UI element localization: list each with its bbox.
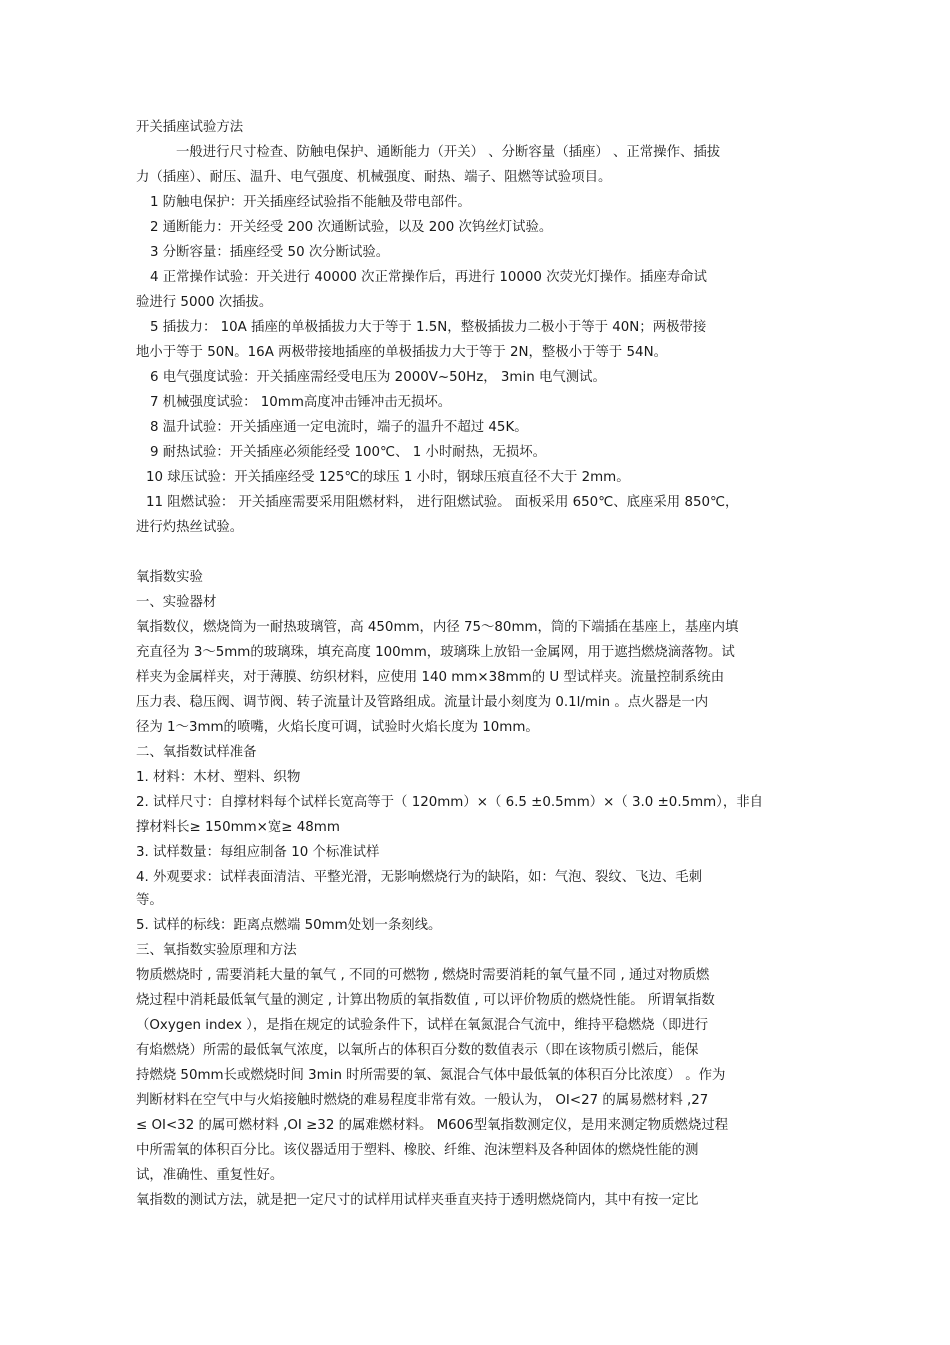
item-1: 1 防触电保护：开关插座经试验指不能触及带电部件。 [150,195,471,210]
heading-equipment: 一、实验器材 [136,595,217,610]
item-5: 5 插拔力： 10A 插座的单极插拔力大于等于 1.5N，整极插拔力二极小于等于 40N；两极带接 [150,320,707,335]
section-title-oxygen-index: 氧指数实验 [136,570,203,585]
item-11: 11 阻燃试验： 开关插座需要采用阻燃材料， 进行阻燃试验。 面板采用 650℃、底座采用 850℃， [146,495,739,510]
p3-line-8: 中所需氧的体积百分比。该仪器适用于塑料、橡胶、纤维、泡沫塑料及各种固体的燃烧性能的测 [136,1143,699,1158]
item-8: 8 温升试验：开关插座通一定电流时，端子的温升不超过 45K。 [150,420,528,435]
p2-line-4: 3. 试样数量：每组应制备 10 个标准试样 [136,845,380,860]
p1-line-5: 径为 1～3mm的喷嘴，火焰长度可调，试验时火焰长度为 10mm。 [136,720,539,735]
intro-line-1: 一般进行尺寸检查、防触电保护、通断能力（开关） 、分断容量（插座） 、正常操作、插拔 [176,145,721,160]
p1-line-4: 压力表、稳压阀、调节阀、转子流量计及管路组成。流量计最小刻度为 0.1l/min 。点火器是一内 [136,695,709,710]
p3-line-10: 氧指数的测试方法，就是把一定尺寸的试样用试样夹垂直夹持于透明燃烧筒内，其中有按一定比 [136,1193,699,1208]
item-9: 9 耐热试验：开关插座必须能经受 100℃、 1 小时耐热，无损坏。 [150,445,547,460]
p1-line-1: 氧指数仪，燃烧筒为一耐热玻璃管，高 450mm，内径 75～80mm，筒的下端插在基座上，基座内填 [136,620,739,635]
item-5-cont: 地小于等于 50N。16A 两极带接地插座的单极插拔力大于等于 2N，整极小于等于 54N。 [136,345,667,360]
heading-sample-prep: 二、氧指数试样准备 [136,745,257,760]
p2-line-1: 1. 材料：木材、塑料、织物 [136,770,301,785]
p3-line-3: （Oxygen index ），是指在规定的试验条件下，试样在氧氮混合气流中，维持平稳燃烧（即进行 [136,1018,709,1033]
p3-line-9: 试，准确性、重复性好。 [136,1168,284,1183]
p3-line-1: 物质燃烧时 , 需要消耗大量的氧气 , 不同的可燃物 , 燃烧时需要消耗的氧气量不同 , 通过对物质燃 [136,968,710,983]
item-6: 6 电气强度试验：开关插座需经受电压为 2000V~50Hz， 3min 电气测试。 [150,370,606,385]
p3-line-6: 判断材料在空气中与火焰接触时燃烧的难易程度非常有效。一般认为， OI<27 的属易燃材料 ,27 [136,1093,709,1108]
p3-line-5: 持燃烧 50mm长或燃烧时间 3min 时所需要的氧、氮混合气体中最低氧的体积百分比浓度） 。作为 [136,1068,726,1083]
item-7: 7 机械强度试验： 10mm高度冲击锤冲击无损坏。 [150,395,452,410]
item-4-cont: 验进行 5000 次插拔。 [136,295,273,310]
p3-line-4: 有焰燃烧）所需的最低氧气浓度，以氧所占的体积百分数的数值表示（即在该物质引燃后，能保 [136,1043,699,1058]
item-2: 2 通断能力：开关经受 200 次通断试验，以及 200 次钨丝灯试验。 [150,220,553,235]
p3-line-7: ≤ OI<32 的属可燃材料 ,OI ≥32 的属难燃材料。 M606型氧指数测定仪，是用来测定物质燃烧过程 [136,1118,729,1133]
p2-line-6: 等。 [136,893,163,908]
p3-line-2: 烧过程中消耗最低氧气量的测定 , 计算出物质的氧指数值 , 可以评价物质的燃烧性能。 所谓氧指数 [136,993,715,1008]
p2-line-7: 5. 试样的标线：距离点燃端 50mm处划一条刻线。 [136,918,442,933]
item-3: 3 分断容量：插座经受 50 次分断试验。 [150,245,390,260]
item-4: 4 正常操作试验：开关进行 40000 次正常操作后，再进行 10000 次荧光灯操作。插座寿命试 [150,270,707,285]
intro-line-2: 力（插座）、耐压、温升、电气强度、机械强度、耐热、端子、阻燃等试验项目。 [136,170,612,185]
item-10: 10 球压试验：开关插座经受 125℃的球压 1 小时，钢球压痕直径不大于 2mm。 [146,470,630,485]
p2-line-2: 2. 试样尺寸：自撑材料每个试样长宽高等于（ 120mm）×（ 6.5 ±0.5mm）×（ 3.0 ±0.5mm），非自 [136,795,764,810]
section-title-switch-socket: 开关插座试验方法 [136,120,244,135]
item-11-cont: 进行灼热丝试验。 [136,520,244,535]
p2-line-3: 撑材料长≥ 150mm×宽≥ 48mm [136,820,340,835]
heading-principle: 三、氧指数实验原理和方法 [136,943,297,958]
p2-line-5: 4. 外观要求：试样表面清洁、平整光滑，无影响燃烧行为的缺陷，如：气泡、裂纹、飞边、毛刺 [136,870,703,885]
p1-line-3: 样夹为金属样夹，对于薄膜、纺织材料，应使用 140 mm×38mm的 U 型试样夹。流量控制系统由 [136,670,725,685]
p1-line-2: 充直径为 3～5mm的玻璃珠，填充高度 100mm，玻璃珠上放铅一金属网，用于遮挡燃烧滴落物。试 [136,645,735,660]
